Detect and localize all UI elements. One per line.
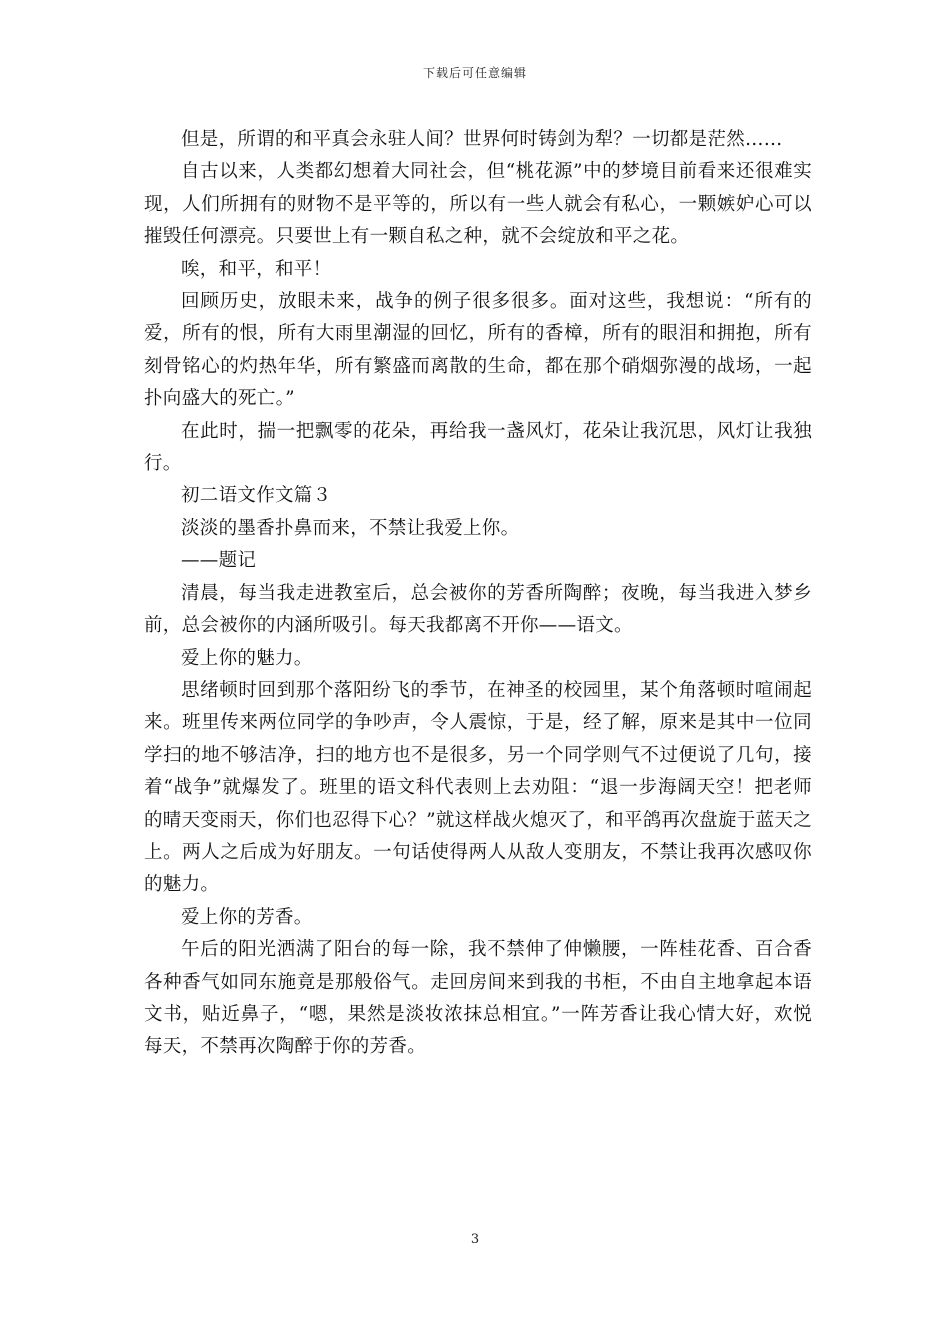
- paragraph: 回顾历史，放眼未来，战争的例子很多很多。面对这些，我想说：“所有的爱，所有的恨，所有大雨里潮湿的回忆，所有的香樟，所有的眼泪和拥抱，所有刻骨铭心的灼热年华，所有繁盛而离散的生命，都在那个硝烟弥漫的战场，一起扑向盛大的死亡。”: [144, 291, 812, 410]
- document-body: [144, 124, 812, 1064]
- paragraph: 思绪顿时回到那个落阳纷飞的季节，在神圣的校园里，某个角落顿时喧闹起来。班里传来两位同学的争吵声，令人震惊，于是，经了解，原来是其中一位同学扫的地不够洁净，扫的地方也不是很多，另一个同学则气不过便说了几句，接着“战争”就爆发了。班里的语文科代表则上去劝阻：“退一步海阔天空！把老师的晴天变雨天，你们也忍得下心？”就这样战火熄灭了，和平鸽再次盘旋于蓝天之上。两人之后成为好朋友。一句话使得两人从敌人变朋友，不禁让我再次感叹你的魅力。: [144, 679, 812, 896]
- paragraph: 午后的阳光洒满了阳台的每一除，我不禁伸了伸懒腰，一阵桂花香、百合香各种香气如同东施竟是那般俗气。走回房间来到我的书柜，不由自主地拿起本语文书，贴近鼻子，“嗯，果然是淡妆浓抹总相宜。”一阵芳香让我心情大好，欢悦每天，不禁再次陶醉于你的芳香。: [144, 939, 812, 1058]
- paragraph: 爱上你的魅力。: [181, 647, 313, 669]
- paragraph: 淡淡的墨香扑鼻而来，不禁让我爱上你。: [181, 517, 520, 539]
- epigraph-attribution: ——题记: [181, 550, 257, 572]
- paragraph: 但是，所谓的和平真会永驻人间？世界何时铸剑为犁？一切都是茫然……: [181, 129, 783, 150]
- paragraph: 在此时，揣一把飘零的花朵，再给我一盏风灯，花朵让我沉思，风灯让我独行。: [144, 420, 812, 475]
- page-header: 下载后可任意编辑: [422, 66, 527, 80]
- paragraph: 清晨，每当我走进教室后，总会被你的芳香所陶醉；夜晚，每当我进入梦乡前，总会被你的内涵所吸引。每天我都离不开你——语文。: [144, 582, 812, 637]
- section-heading: 初二语文作文篇３: [181, 485, 332, 507]
- page-number: 3: [470, 1232, 480, 1247]
- paragraph: 自古以来，人类都幻想着大同社会，但“桃花源”中的梦境目前看来还很难实现，人们所拥有的财物不是平等的，所以有一些人就会有私心，一颗嫉妒心可以摧毁任何漂亮。只要世上有一颗自私之种，就不会绽放和平之花。: [144, 161, 812, 248]
- paragraph: 唉，和平，和平！: [181, 258, 332, 280]
- paragraph: 爱上你的芳香。: [181, 906, 313, 928]
